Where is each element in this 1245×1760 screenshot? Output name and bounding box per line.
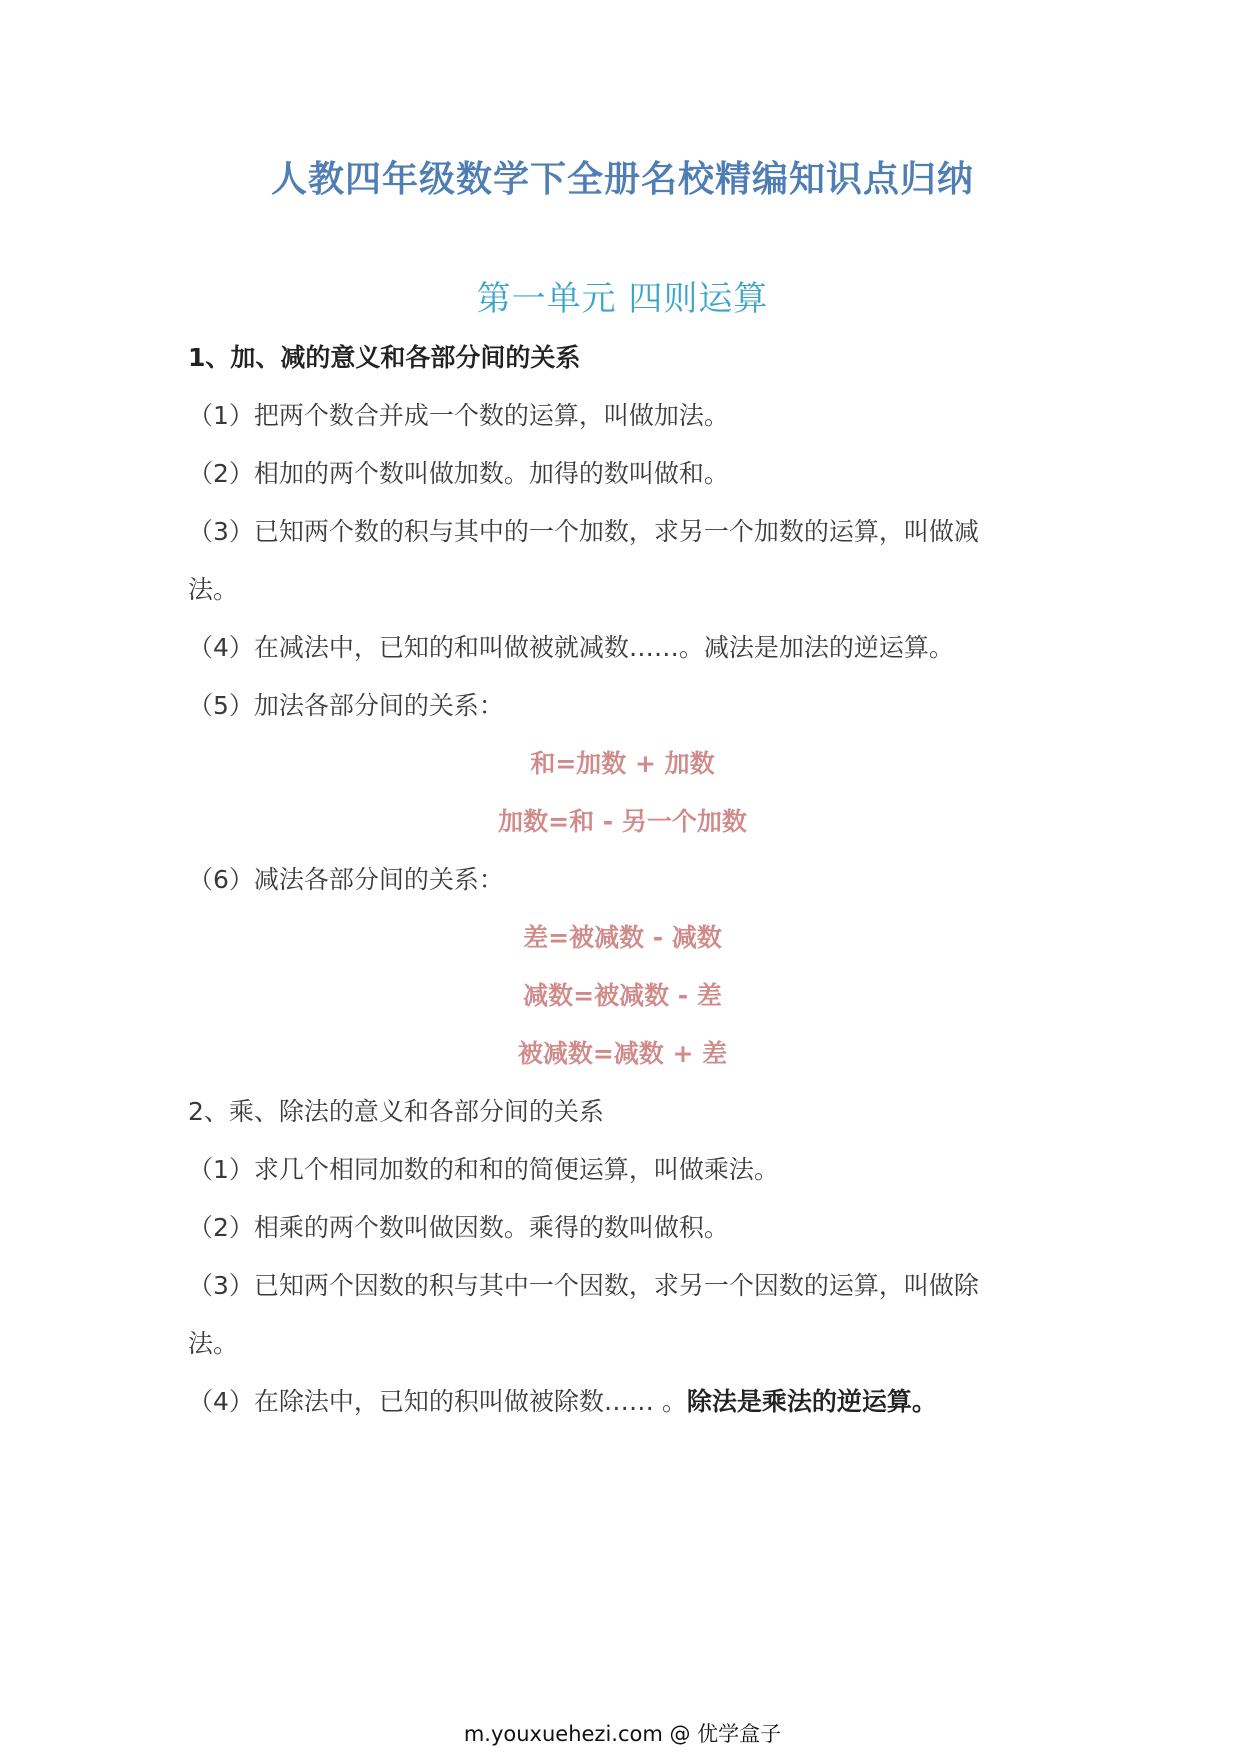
footer-source: m.youxuehezi.com @ 优学盒子 (463, 1722, 782, 1746)
section1-item-5: （5）加法各部分间的关系： (188, 691, 504, 720)
add-formula-1: 和=加数 + 加数 (530, 749, 715, 778)
section2-item-3-continued: 法。 (188, 1329, 239, 1358)
section1-item-2: （2）相加的两个数叫做加数。加得的数叫做和。 (188, 459, 729, 488)
unit-title: 第一单元 四则运算 (476, 279, 769, 319)
section2-heading: 2、乘、除法的意义和各部分间的关系 (188, 1097, 604, 1126)
section2-item-1: （1）求几个相同加数的和和的简便运算，叫做乘法。 (188, 1155, 779, 1184)
section1-item-3: （3）已知两个数的积与其中的一个加数，求另一个加数的运算，叫做减 (188, 517, 979, 546)
add-formula-2: 加数=和 - 另一个加数 (498, 807, 747, 836)
section2-item-2: （2）相乘的两个数叫做因数。乘得的数叫做积。 (188, 1213, 729, 1242)
section1-item-1: （1）把两个数合并成一个数的运算，叫做加法。 (188, 401, 729, 430)
section1-item-3-continued: 法。 (188, 575, 239, 604)
section1-item-4: （4）在减法中，已知的和叫做被就减数……。减法是加法的逆运算。 (188, 633, 954, 662)
section1-heading: 1、加、减的意义和各部分间的关系 (188, 343, 581, 372)
section2-item-3: （3）已知两个因数的积与其中一个因数，求另一个因数的运算，叫做除 (188, 1271, 979, 1300)
sub-formula-2: 减数=被减数 - 差 (523, 981, 722, 1010)
section1-item-6: （6）减法各部分间的关系： (188, 865, 504, 894)
sub-formula-3: 被减数=减数 + 差 (517, 1039, 728, 1068)
document-title: 人教四年级数学下全册名校精编知识点归纳 (270, 159, 974, 200)
section2-item-4-emphasis: 除法是乘法的逆运算。 (686, 1387, 937, 1416)
sub-formula-1: 差=被减数 - 减数 (523, 923, 722, 952)
section2-item-4 (188, 1384, 1068, 1420)
section2-item-4-text: （4）在除法中，已知的积叫做被除数…… 。 (188, 1387, 687, 1416)
